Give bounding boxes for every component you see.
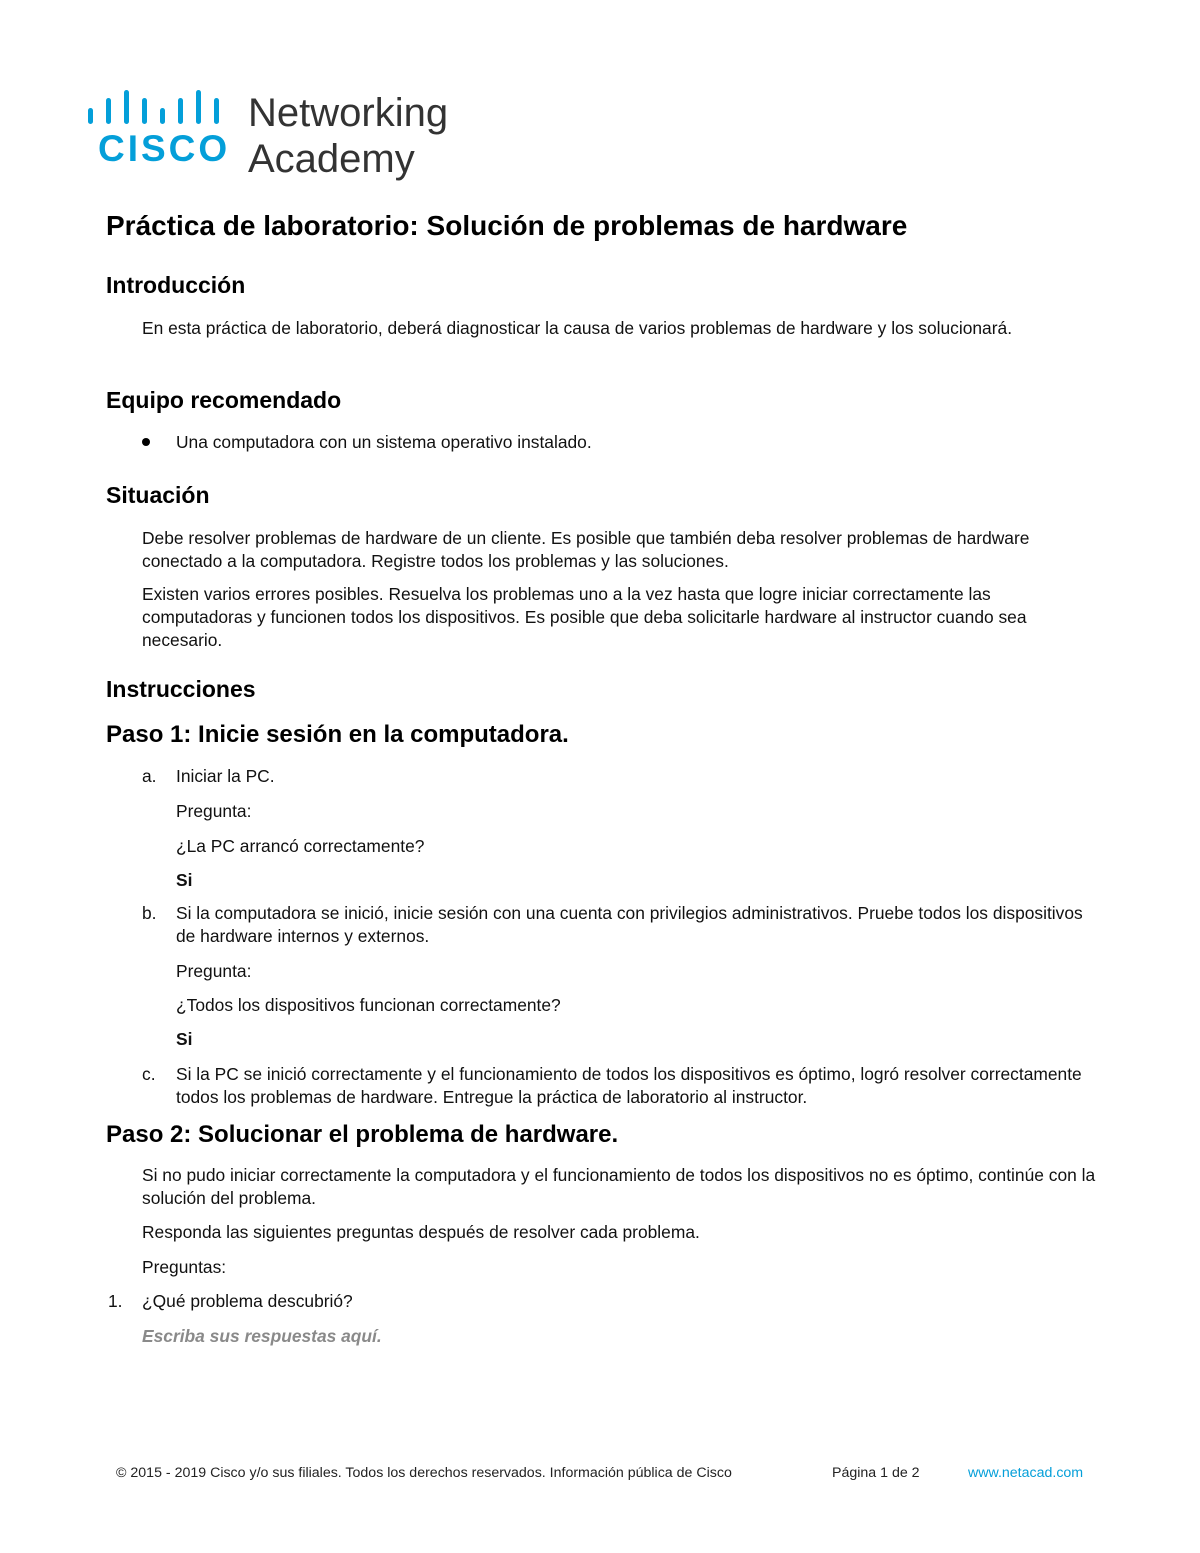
intro-text: En esta práctica de laboratorio, deberá diagnosticar la causa de varios problemas de hardware y los solucionará. — [142, 318, 1013, 338]
cisco-bars-icon — [86, 88, 226, 128]
scenario-heading: Situación — [106, 482, 210, 508]
networking-academy-text — [248, 90, 448, 182]
footer-copyright: © 2015 - 2019 Cisco y/o sus filiales. Todos los derechos reservados. Información pública de Cisco — [116, 1465, 732, 1481]
intro-heading: Introducción — [106, 272, 246, 298]
step2-question-1-marker: 1. — [108, 1291, 123, 1311]
footer-url-link[interactable]: www.netacad.com — [968, 1465, 1084, 1481]
step1-item-a-question: ¿La PC arrancó correctamente? — [176, 836, 425, 856]
bullet-icon — [142, 438, 150, 446]
step2-questions-label: Preguntas: — [142, 1257, 227, 1277]
step1-item-a-text: Iniciar la PC. — [176, 766, 275, 786]
step2-paragraph-2: Responda las siguientes preguntas después de resolver cada problema. — [142, 1222, 700, 1242]
step1-item-b-question-label: Pregunta: — [176, 961, 252, 981]
logo-line-academy: Academy — [248, 137, 415, 181]
step2-question-1: ¿Qué problema descubrió? — [142, 1291, 353, 1311]
step1-item-b-answer: Si — [176, 1029, 193, 1049]
equipment-heading: Equipo recomendado — [106, 387, 342, 413]
step1-item-b-question: ¿Todos los dispositivos funcionan correctamente? — [176, 995, 561, 1015]
step2-paragraph-1: Si no pudo iniciar correctamente la computadora y el funcionamiento de todos los dispositivos no es óptimo, continúe con la solución del problema. — [142, 1165, 1096, 1208]
scenario-paragraph-2: Existen varios errores posibles. Resuelva los problemas uno a la vez hasta que logre iniciar correctamente las computadoras y funcionen todos los dispositivos. Es posible que deba solicitarle hardware al instructor cuando sea necesario. — [142, 584, 1027, 650]
step1-item-c-text: Si la PC se inició correctamente y el funcionamiento de todos los dispositivos es óptimo, logró resolver correctamente todos los problemas de hardware. Entregue la práctica de laboratorio al instructor. — [176, 1064, 1082, 1107]
step1-item-a-answer: Si — [176, 870, 193, 890]
answer-placeholder[interactable]: Escriba sus respuestas aquí. — [142, 1326, 382, 1346]
equipment-item: Una computadora con un sistema operativo instalado. — [176, 432, 592, 452]
page-title: Práctica de laboratorio: Solución de problemas de hardware — [106, 210, 908, 241]
logo-line-networking: Networking — [248, 91, 449, 135]
step1-item-a-marker: a. — [142, 766, 157, 786]
step1-heading: Paso 1: Inicie sesión en la computadora. — [106, 721, 569, 748]
step2-heading: Paso 2: Solucionar el problema de hardware. — [106, 1121, 619, 1148]
scenario-paragraph-1: Debe resolver problemas de hardware de un cliente. Es posible que también deba resolver problemas de hardware conectado a la computadora. Registre todos los problemas y las soluciones. — [142, 528, 1030, 571]
instructions-heading: Instrucciones — [106, 676, 256, 702]
cisco-networking-academy-logo — [86, 88, 466, 181]
footer-page-number: Página 1 de 2 — [832, 1465, 920, 1481]
step1-item-b-text: Si la computadora se inició, inicie sesión con una cuenta con privilegios administrativos. Pruebe todos los dispositivos de hardware internos y externos. — [176, 903, 1083, 946]
cisco-wordmark: CISCO — [98, 128, 231, 169]
step1-item-c-marker: c. — [142, 1064, 156, 1084]
step1-item-b-marker: b. — [142, 903, 157, 923]
step1-item-a-question-label: Pregunta: — [176, 801, 252, 821]
